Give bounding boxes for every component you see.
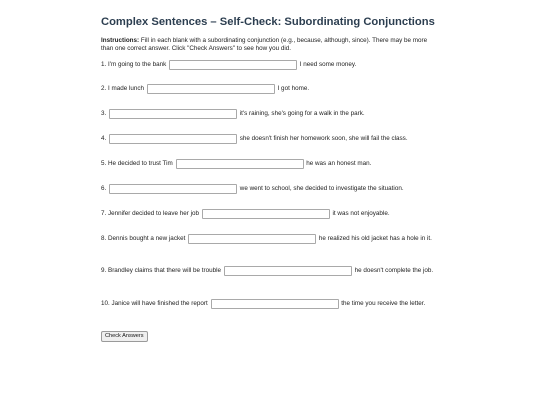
question-10-before: 10. Janice will have finished the report	[101, 300, 208, 307]
question-8-after: he realized his old jacket has a hole in it.	[318, 235, 432, 242]
question-10-after: the time you receive the letter.	[341, 300, 426, 307]
question-7-before: 7. Jennifer decided to leave her job	[101, 210, 200, 217]
question-4-after: she doesn't finish her homework soon, she will fail the class.	[239, 135, 408, 142]
question-9-before: 9. Brandley claims that there will be trouble	[101, 267, 222, 274]
question-8-answer-input[interactable]	[188, 234, 316, 244]
question-8	[101, 231, 443, 248]
question-2-answer-input[interactable]	[147, 84, 275, 94]
instructions-label: Instructions:	[101, 37, 140, 44]
question-8-before: 8. Dennis bought a new jacket	[101, 235, 186, 242]
question-5-before: 5. He decided to trust Tim	[101, 160, 173, 167]
question-2	[101, 81, 443, 98]
question-10-answer-input[interactable]	[211, 299, 339, 309]
question-6	[101, 181, 443, 198]
question-6-after: we went to school, she decided to investigate the situation.	[239, 185, 404, 192]
question-3-before: 3.	[101, 110, 107, 117]
question-4-answer-input[interactable]	[109, 134, 237, 144]
question-1	[101, 57, 443, 74]
question-2-after: I got home.	[277, 85, 310, 92]
question-6-before: 6.	[101, 185, 107, 192]
question-4-before: 4.	[101, 135, 107, 142]
question-9-after: he doesn't complete the job.	[354, 267, 434, 274]
question-5	[101, 156, 443, 173]
check-answers-button[interactable]: Check Answers	[101, 331, 148, 342]
question-1-answer-input[interactable]	[169, 60, 297, 70]
question-7-answer-input[interactable]	[202, 209, 330, 219]
question-1-before: 1. I'm going to the bank	[101, 61, 167, 68]
question-7	[101, 206, 443, 223]
question-3-after: it's raining, she's going for a walk in the park.	[239, 110, 365, 117]
question-3	[101, 106, 443, 123]
question-9	[101, 263, 443, 280]
question-1-after: I need some money.	[299, 61, 357, 68]
question-7-after: it was not enjoyable.	[332, 210, 390, 217]
question-10	[101, 296, 443, 313]
question-6-answer-input[interactable]	[109, 184, 237, 194]
question-3-answer-input[interactable]	[109, 109, 237, 119]
question-5-after: he was an honest man.	[306, 160, 372, 167]
question-2-before: 2. I made lunch	[101, 85, 145, 92]
instructions	[101, 37, 441, 54]
question-4	[101, 131, 443, 148]
question-9-answer-input[interactable]	[224, 266, 352, 276]
question-5-answer-input[interactable]	[176, 159, 304, 169]
page-title: Complex Sentences – Self-Check: Subordinating Conjunctions	[101, 16, 435, 28]
instructions-text: Fill in each blank with a subordinating conjunction (e.g., because, although, since). There may be more than one correct answer. Click "Check Answers" to see how you did.	[101, 37, 428, 53]
